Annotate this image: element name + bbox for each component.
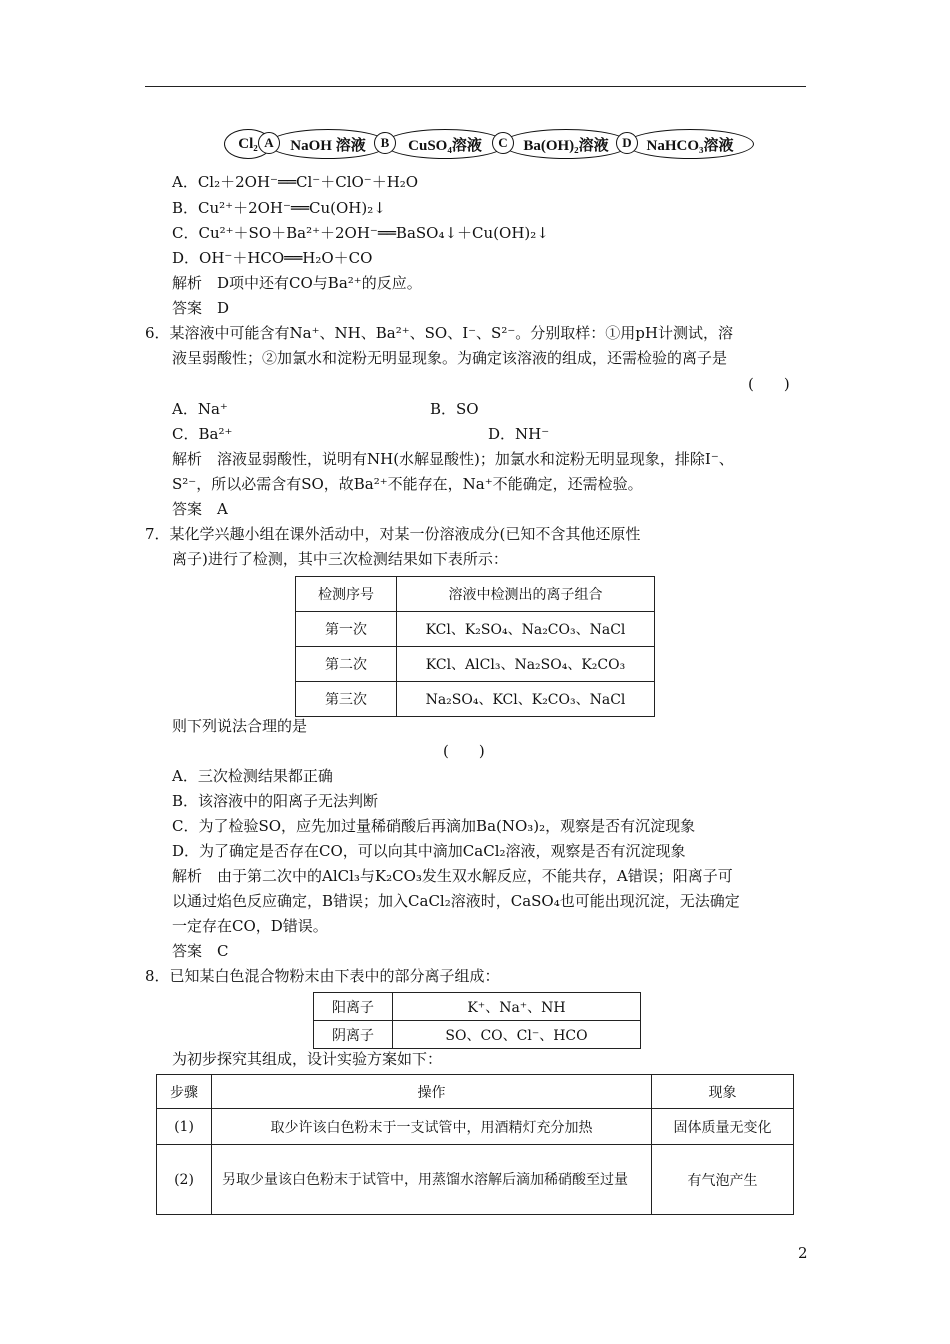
- table-cell: (1): [157, 1109, 212, 1145]
- q5-answer: 答案 D: [172, 299, 230, 317]
- q8-ion-table: [313, 992, 641, 1049]
- table-header-cell: 操作: [212, 1075, 652, 1109]
- page-number: 2: [798, 1244, 808, 1262]
- label-b: B: [374, 132, 396, 154]
- table-header-row: [157, 1075, 794, 1109]
- table-header-cell: 溶液中检测出的离子组合: [397, 577, 655, 612]
- table-cell: Na₂SO₄、KCl、K₂CO₃、NaCl: [397, 682, 655, 717]
- table-cell: 阴离子: [314, 1021, 393, 1049]
- q7-stem-line1: 7．某化学兴趣小组在课外活动中，对某一份溶液成分(已知不含其他还原性: [145, 525, 641, 543]
- table-cell: (2): [157, 1145, 212, 1215]
- q6-stem-line1: 6．某溶液中可能含有Na⁺、NH、Ba²⁺、SO、I⁻、S²⁻。分别取样：①用pH计测试，溶: [145, 324, 733, 342]
- table-cell: 第一次: [296, 612, 397, 647]
- q8-experiment-table: [156, 1074, 794, 1215]
- q6-option-b: B．SO: [430, 400, 479, 418]
- q5-option-d: D．OH⁻＋HCO══H₂O＋CO: [172, 249, 373, 267]
- table-cell: 阳离子: [314, 993, 393, 1021]
- table-row: [314, 993, 641, 1021]
- q7-analysis-line3: 一定存在CO，D错误。: [172, 917, 328, 935]
- q7-stem-line2: 离子)进行了检测，其中三次检测结果如下表所示：: [172, 550, 508, 568]
- q6-analysis-line1: 解析 溶液显弱酸性，说明有NH(水解显酸性)；加氯水和淀粉无明显现象，排除I⁻、: [172, 450, 734, 468]
- q6-option-c: C．Ba²⁺: [172, 425, 233, 443]
- label-c: C: [492, 132, 514, 154]
- table-cell: K⁺、Na⁺、NH: [393, 993, 641, 1021]
- header-rule: [145, 86, 806, 87]
- table-cell: KCl、K₂SO₄、Na₂CO₃、NaCl: [397, 612, 655, 647]
- table-cell: 第三次: [296, 682, 397, 717]
- q6-option-d: D．NH⁻: [488, 425, 550, 443]
- node-cl2: Cl₂: [224, 129, 272, 159]
- table-row: [296, 612, 655, 647]
- table-header-row: [296, 577, 655, 612]
- q5-option-c: C．Cu²⁺＋SO＋Ba²⁺＋2OH⁻══BaSO₄↓＋Cu(OH)₂↓: [172, 224, 549, 242]
- node-nahco3: NaHCO₃溶液: [626, 129, 754, 159]
- table-cell: SO、CO、Cl⁻、HCO: [393, 1021, 641, 1049]
- table-header-cell: 检测序号: [296, 577, 397, 612]
- q5-option-a: A．Cl₂＋2OH⁻══Cl⁻＋ClO⁻＋H₂O: [172, 173, 419, 191]
- q5-analysis: 解析 D项中还有CO与Ba²⁺的反应。: [172, 274, 422, 292]
- q6-answer: 答案 A: [172, 500, 228, 518]
- node-naoh: NaOH 溶液: [268, 129, 388, 159]
- table-header-cell: 现象: [652, 1075, 794, 1109]
- node-baoh2: Ba(OH)₂溶液: [502, 129, 630, 159]
- q6-answer-paren: ( ): [748, 375, 790, 393]
- table-header-cell: 步骤: [157, 1075, 212, 1109]
- reaction-diagram: [224, 129, 752, 161]
- q8-stem: 8．已知某白色混合物粉末由下表中的部分离子组成：: [145, 967, 500, 985]
- q7-answer: 答案 C: [172, 942, 229, 960]
- table-cell: KCl、AlCl₃、Na₂SO₄、K₂CO₃: [397, 647, 655, 682]
- label-a: A: [258, 132, 280, 154]
- q6-analysis-line2: S²⁻，所以必需含有SO，故Ba²⁺不能存在，Na⁺不能确定，还需检验。: [172, 475, 643, 493]
- table-cell: 另取少量该白色粉末于试管中，用蒸馏水溶解后滴加稀硝酸至过量: [212, 1145, 652, 1215]
- q7-option-d: D．为了确定是否存在CO，可以向其中滴加CaCl₂溶液，观察是否有沉淀现象: [172, 842, 686, 860]
- q8-intro: 为初步探究其组成，设计实验方案如下：: [172, 1050, 443, 1068]
- table-row: [157, 1145, 794, 1215]
- table-row: [296, 682, 655, 717]
- table-cell: 取少许该白色粉末于一支试管中，用酒精灯充分加热: [212, 1109, 652, 1145]
- q7-option-b: B．该溶液中的阳离子无法判断: [172, 792, 379, 810]
- table-row: [296, 647, 655, 682]
- q6-option-a: A．Na⁺: [172, 400, 228, 418]
- table-cell: 固体质量无变化: [652, 1109, 794, 1145]
- table-row: [314, 1021, 641, 1049]
- q7-analysis-line2: 以通过焰色反应确定，B错误；加入CaCl₂溶液时，CaSO₄也可能出现沉淀，无法确定: [172, 892, 740, 910]
- q7-detection-table: [295, 576, 655, 717]
- q7-answer-paren: ( ): [443, 742, 485, 760]
- q7-option-c: C．为了检验SO，应先加过量稀硝酸后再滴加Ba(NO₃)₂，观察是否有沉淀现象: [172, 817, 696, 835]
- node-cuso4: CuSO₄溶液: [384, 129, 506, 159]
- q5-option-b: B．Cu²⁺＋2OH⁻══Cu(OH)₂↓: [172, 199, 386, 217]
- q6-stem-line2: 液呈弱酸性；②加氯水和淀粉无明显现象。为确定该溶液的组成，还需检验的离子是: [172, 349, 728, 367]
- q7-question: 则下列说法合理的是: [172, 717, 308, 735]
- label-d: D: [616, 132, 638, 154]
- table-cell: 第二次: [296, 647, 397, 682]
- table-cell: 有气泡产生: [652, 1145, 794, 1215]
- q7-option-a: A．三次检测结果都正确: [172, 767, 333, 785]
- q7-analysis-line1: 解析 由于第二次中的AlCl₃与K₂CO₃发生双水解反应，不能共存，A错误；阳离子可: [172, 867, 733, 885]
- table-row: [157, 1109, 794, 1145]
